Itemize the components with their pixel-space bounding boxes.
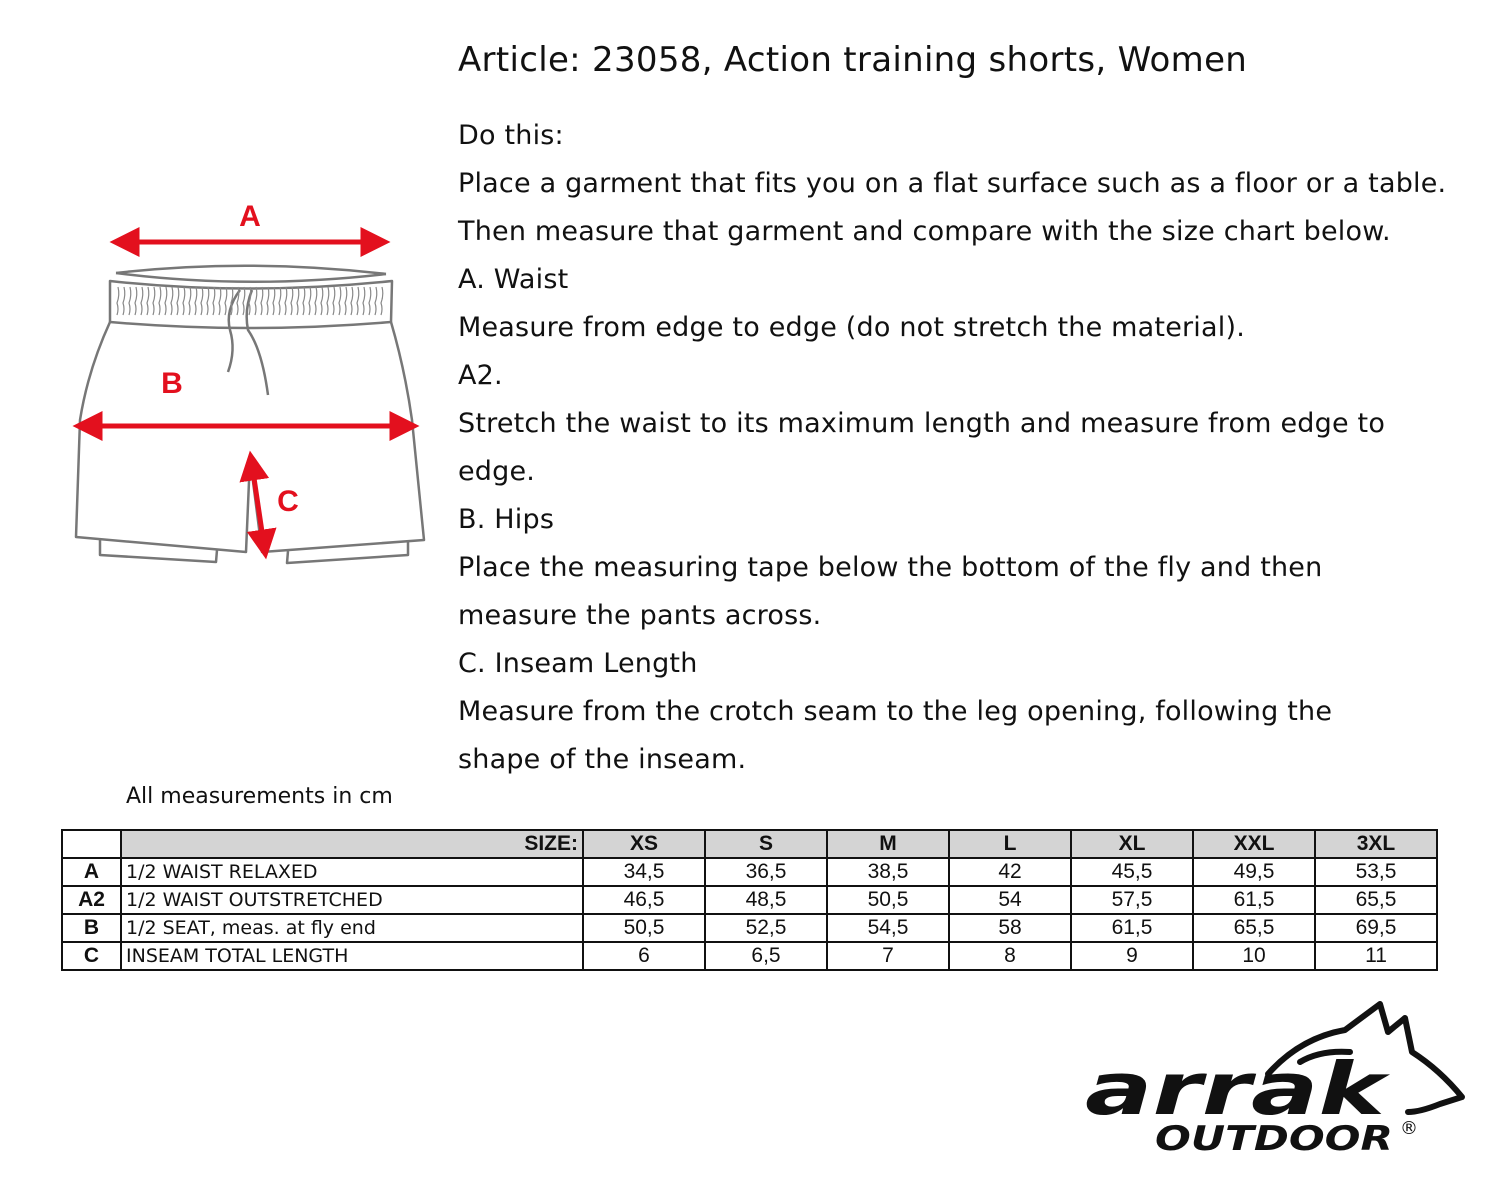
instruction-line: Place a garment that fits you on a flat surface such as a floor or a table. [458,168,1447,199]
size-header-cell: XL [1071,830,1193,858]
measurement-label: INSEAM TOTAL LENGTH [121,942,583,970]
measurement-label: 1/2 WAIST RELAXED [121,858,583,886]
size-header-cell: M [827,830,949,858]
registered-mark: ® [1400,1118,1418,1139]
instruction-heading: B. Hips [458,504,555,535]
units-note: All measurements in cm [126,784,393,809]
measurement-value: 65,5 [1193,914,1315,942]
measurement-row [62,858,1437,886]
measurement-code: A [62,858,121,886]
measurement-value: 7 [827,942,949,970]
measurement-code: A2 [62,886,121,914]
instruction-line: Measure from the crotch seam to the leg opening, following the [458,696,1333,727]
logo-brand: arrak [1085,1047,1391,1131]
measurement-value: 61,5 [1193,886,1315,914]
page-title: Article: 23058, Action training shorts, Women [458,40,1248,80]
measurement-value: 11 [1315,942,1437,970]
logo-sub: OUTDOOR [1155,1119,1393,1159]
size-header-cell: S [705,830,827,858]
label-a: A [239,200,261,233]
measurement-value: 65,5 [1315,886,1437,914]
measurement-value: 45,5 [1071,858,1193,886]
waistband-gathers [117,287,383,315]
label-c: C [277,485,299,518]
measurement-value: 46,5 [583,886,705,914]
measurement-value: 48,5 [705,886,827,914]
measurement-value: 52,5 [705,914,827,942]
size-header-cell: 3XL [1315,830,1437,858]
size-label: SIZE: [121,830,583,858]
measurement-code: B [62,914,121,942]
shorts-measurement-diagram [60,190,440,580]
measurement-value: 69,5 [1315,914,1437,942]
instruction-line: edge. [458,456,536,487]
instruction-line: Stretch the waist to its maximum length and measure from edge to [458,408,1386,439]
instruction-line: measure the pants across. [458,600,822,631]
instruction-line: Place the measuring tape below the bottom of the fly and then [458,552,1323,583]
instruction-line: Then measure that garment and compare with the size chart below. [458,216,1391,247]
measurement-value: 36,5 [705,858,827,886]
measurement-value: 54,5 [827,914,949,942]
instruction-heading: C. Inseam Length [458,648,698,679]
measurement-value: 38,5 [827,858,949,886]
measurement-value: 42 [949,858,1071,886]
measurement-row [62,914,1437,942]
measurement-value: 9 [1071,942,1193,970]
measurement-row [62,886,1437,914]
instruction-line: shape of the inseam. [458,744,747,775]
size-header-cell: L [949,830,1071,858]
measurement-code: C [62,942,121,970]
label-b: B [161,367,183,400]
inseam-arrow [251,458,265,552]
instruction-heading: A. Waist [458,264,569,295]
measurement-label: 1/2 SEAT, meas. at fly end [121,914,583,942]
measurement-value: 8 [949,942,1071,970]
size-header-cell: XXL [1193,830,1315,858]
corner-cell [62,830,121,858]
measurement-value: 54 [949,886,1071,914]
instruction-heading: Do this: [458,120,564,151]
measurement-value: 50,5 [583,914,705,942]
measurement-value: 53,5 [1315,858,1437,886]
measuring-instructions [458,112,1448,784]
measurement-value: 58 [949,914,1071,942]
measurement-value: 50,5 [827,886,949,914]
measurement-row [62,942,1437,970]
instruction-heading: A2. [458,360,503,391]
measurement-value: 10 [1193,942,1315,970]
measurement-value: 6 [583,942,705,970]
size-header-cell: XS [583,830,705,858]
measurement-value: 49,5 [1193,858,1315,886]
measurement-label: 1/2 WAIST OUTSTRETCHED [121,886,583,914]
measurement-value: 61,5 [1071,914,1193,942]
size-header-row [62,830,1437,858]
size-chart-table [61,829,1438,971]
measurement-value: 6,5 [705,942,827,970]
measurement-value: 34,5 [583,858,705,886]
measurement-value: 57,5 [1071,886,1193,914]
arrak-outdoor-logo [1080,1000,1470,1170]
instruction-line: Measure from edge to edge (do not stretch the material). [458,312,1245,343]
